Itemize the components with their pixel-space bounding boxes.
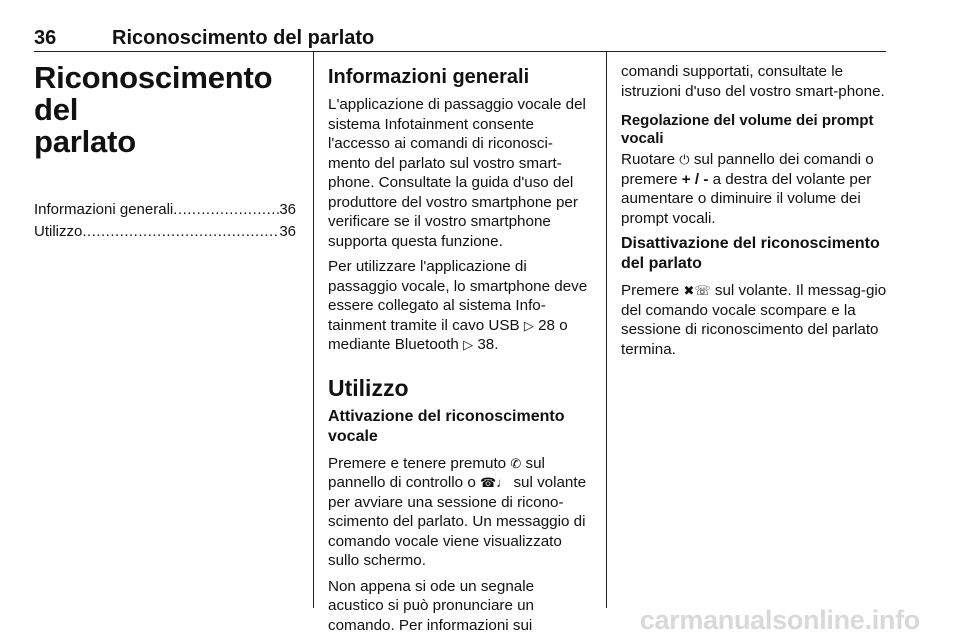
section-heading-general: Informazioni generali: [328, 66, 530, 88]
page-ref[interactable]: 38.: [477, 336, 499, 353]
paragraph: Premere e tenere premuto ✆ sul pannello di controllo o ☎​♩ sul volante per avviare una sessione di ricono-scimento del parlato. Un messaggio di comando vocale viene visualizzato sullo schermo.: [328, 454, 587, 569]
subheading-volume: Regolazione del volume dei prompt vocali: [621, 112, 874, 147]
volume-keys: + / -: [681, 170, 709, 188]
page-ref[interactable]: 28: [538, 316, 555, 334]
phone-icon: ✆: [510, 455, 522, 471]
toc-label: Informazioni generali: [34, 201, 174, 218]
chapter-title-line1: Riconoscimento del: [34, 60, 273, 127]
toc-page: 36: [279, 223, 296, 240]
column-continued: [621, 62, 889, 365]
mute-hangup-icon: ✖☏: [683, 283, 711, 298]
toc-leader: [173, 199, 279, 221]
running-title: Riconoscimento del parlato: [112, 27, 375, 49]
reference-arrow-icon: ▷: [523, 317, 534, 333]
reference-arrow-icon: ▷: [463, 337, 474, 352]
toc-label: Utilizzo: [34, 223, 83, 240]
column-divider-1: [313, 52, 314, 608]
paragraph: comandi supportati, consultate le istruzioni d'uso del vostro smart-phone.: [621, 63, 885, 100]
toc-page: 36: [279, 201, 296, 218]
subheading-activation: Attivazione del riconoscimento vocale: [328, 407, 565, 445]
page-number: 36: [34, 27, 57, 49]
paragraph: Premere ✖☏ sul volante. Il messag-gio del comando vocale scompare e la sessione di riconoscimento del parlato termina.: [621, 282, 887, 358]
column-divider-2: [606, 52, 607, 608]
column-main: [328, 62, 592, 641]
section-heading-usage: Utilizzo: [328, 374, 409, 401]
paragraph: Ruotare ⏻ sul pannello dei comandi o premere + / - a destra del volante per aumentare o diminuire il volume dei prompt vocali.: [621, 151, 874, 227]
subheading-deactivation: Disattivazione del riconoscimento del parlato: [621, 235, 880, 272]
power-knob-icon: ⏻: [679, 152, 690, 167]
chapter-title-line2: parlato: [34, 124, 136, 159]
paragraph: Non appena si ode un segnale acustico si può pronunciare un comando. Per informazioni sui: [328, 577, 535, 634]
paragraph: L'applicazione di passaggio vocale del sistema Infotainment consente l'accesso ai comandi di riconosci-mento del parlato sul vostro smart-phone. Consultate la guida d'uso del produttore del vostro smartphone per verificare se il vostro smartphone supporta questa funzione.: [328, 96, 586, 250]
paragraph: Per utilizzare l'applicazione di passaggio vocale, lo smartphone deve essere collegato al sistema Info-tainment tramite il cavo USB ▷ 28 o mediante Bluetooth ▷ 38.: [328, 258, 588, 353]
toc-entry[interactable]: [34, 221, 296, 243]
column-toc: [34, 62, 296, 243]
header-rule: [34, 51, 886, 52]
toc-entry[interactable]: [34, 199, 296, 221]
watermark: carmanualsonline.info: [639, 605, 920, 635]
toc-leader: [82, 221, 279, 243]
chapter-title: [34, 62, 296, 158]
voice-command-icon: ☎​♩: [480, 475, 510, 490]
